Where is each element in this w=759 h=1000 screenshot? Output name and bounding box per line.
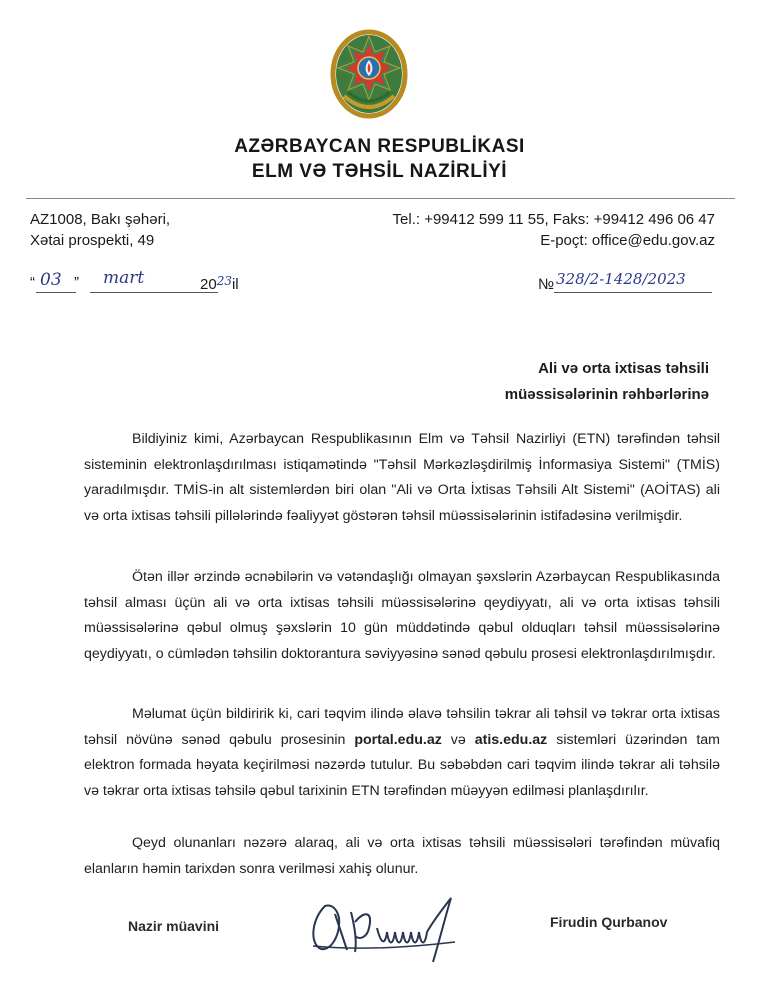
- link-atis: atis.edu.az: [474, 731, 548, 748]
- date-month: mart: [103, 268, 145, 288]
- date-quote-open: “: [30, 274, 35, 291]
- month-underline: [90, 292, 218, 293]
- addressee-line2: müəssisələrinin rəhbərlərinə: [504, 386, 709, 403]
- azerbaijan-state-emblem-icon: [330, 22, 408, 120]
- day-underline: [36, 292, 76, 293]
- paragraph-1: Bildiyiniz kimi, Azərbaycan Respublikasının Elm və Təhsil Nazirliyi (ETN) tərəfindən təhsil sisteminin elektronlaşdırılması istiqamətində "Təhsil Mərkəzləşdirilmiş İnformasiya Sistemi" (TMİS) yaradılmışdır. TMİS-in alt sistemlərdən biri olan "Ali və Orta İxtisas Təhsili Alt Sistemi" (AOİTAS) ali və orta ixtisas təhsili pillələrində fəaliyyət göstərən təhsil müəssisələrinin istifadəsinə verilmişdir.: [84, 431, 720, 524]
- link-portal: portal.edu.az: [354, 731, 442, 748]
- number-value: 328/2-1428/2023: [556, 270, 686, 288]
- paragraph-2: Ötən illər ərzində əcnəbilərin və vətəndaşlığı olmayan şəxslərin Azərbaycan Respublikasında təhsil alması üçün ali və orta ixtisas təhsili müəssisələrinə qeydiyyatı, ali və orta ixtisas təhsili müəssisələrinə qəbul olmuş şəxslərin 10 gün müddətində qəbul olduqları təhsil müəssisələrinə qeydiyyatı, o cümlədən təhsilin doktorantura səviyyəsinə sənəd qəbulu prosesi elektronlaşdırılmışdır.: [84, 569, 720, 662]
- signatory-name: Firudin Qurbanov: [550, 914, 668, 930]
- paragraph-4: Qeyd olunanları nəzərə alaraq, ali və orta ixtisas təhsili müəssisələri tərəfindən müvafiq elanların həmin tarixdən sonra verilməsi xahiş olunur.: [84, 835, 720, 877]
- phone-fax: Tel.: +99412 599 11 55, Faks: +99412 496 06 47: [392, 211, 715, 228]
- date-year-handwritten: 23: [216, 274, 232, 288]
- letter-number: [538, 270, 718, 296]
- contact-info: [393, 209, 715, 251]
- date-year: $20^{23}il$: [200, 274, 239, 293]
- ministry-name-line2: ELM VƏ TƏHSİL NAZİRLİYİ: [251, 161, 508, 182]
- handwritten-signature-icon: [295, 888, 475, 968]
- date-day: 03: [40, 270, 62, 290]
- signatory-title: Nazir müavini: [128, 918, 220, 934]
- number-sign: №: [538, 276, 555, 293]
- paragraph-3: Məlumat üçün bildiririk ki, cari təqvim ilində əlavə təhsilin təkrar ali təhsil və təkrar orta ixtisas təhsil növünə sənəd qəbulu prosesinin portal.edu.az və atis.edu.az sistemləri üzərindən tam elektron formada həyata keçirilməsi nəzərdə tutulur. Bu səbəbdən cari təqvim ilində təkrar ali təhsilə və təkrar orta ixtisas təhsilə qəbul tarixinin ETN tərəfindən müəyyən edilməsi planlaşdırılır.: [84, 706, 720, 799]
- header-divider: [26, 198, 735, 199]
- number-underline: [554, 292, 712, 293]
- address-line1: AZ1008, Bakı şəhəri,: [30, 211, 171, 228]
- ministry-name-line1: AZƏRBAYCAN RESPUBLİKASI: [234, 136, 525, 157]
- addressee-line1: Ali və orta ixtisas təhsili: [538, 360, 709, 377]
- address-line2: Xətai prospekti, 49: [30, 232, 155, 249]
- email: E-poçt: office@edu.gov.az: [540, 232, 715, 249]
- addressee: [505, 356, 709, 408]
- letter-date: [30, 268, 270, 298]
- date-quote-close: ”: [74, 274, 79, 291]
- postal-address: [30, 209, 170, 251]
